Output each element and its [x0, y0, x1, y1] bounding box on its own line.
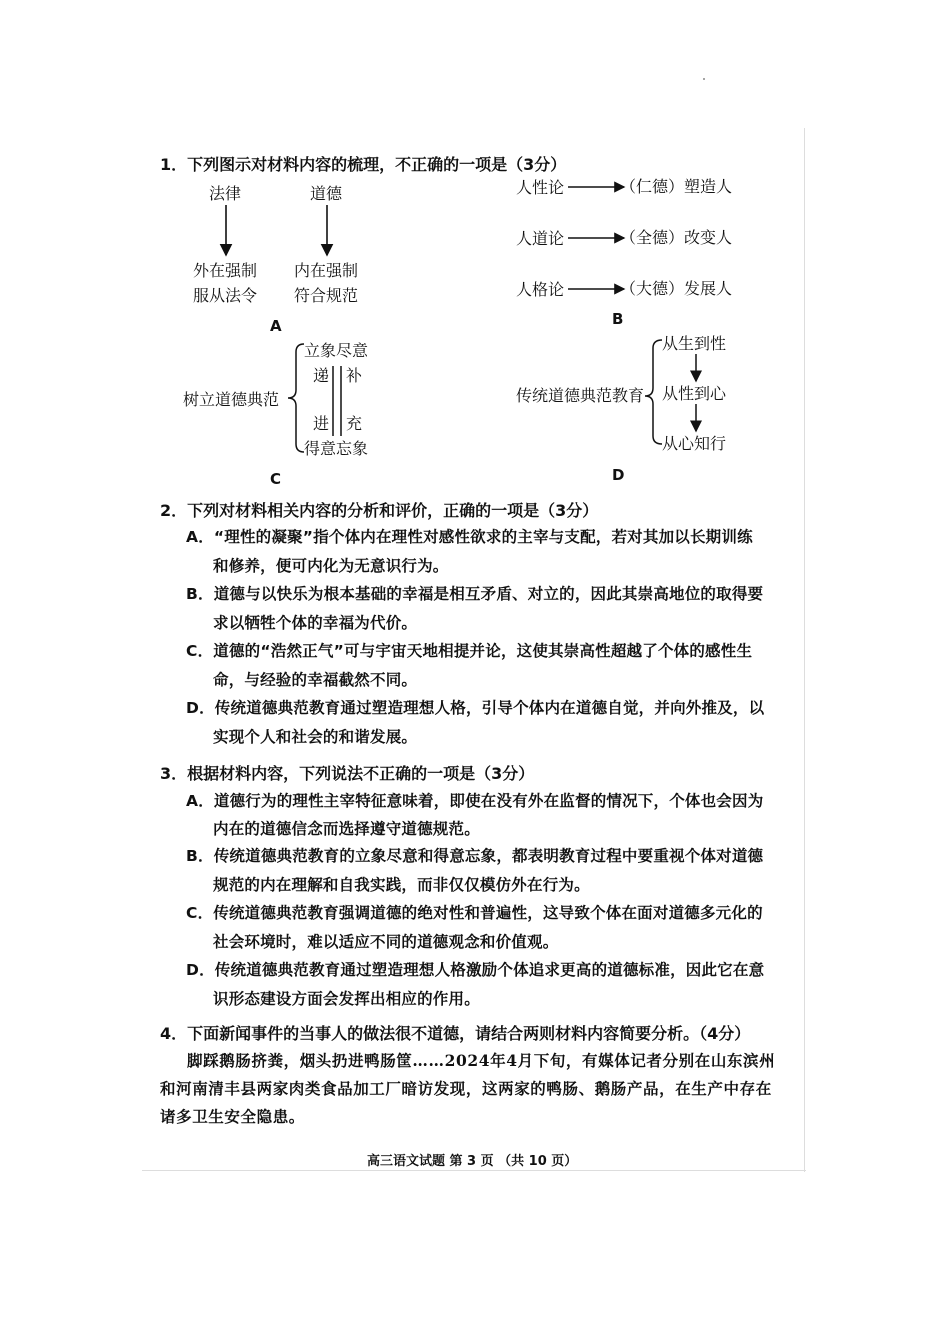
question-1-stem: 1．下列图示对材料内容的梳理，不正确的一项是（3分） — [160, 155, 567, 174]
diagram-a-left-line1: 外在强制 — [193, 261, 258, 280]
diagram-a-caption: A — [270, 317, 282, 335]
q3-option-a-line2: 内在的道德信念而选择遵守道德规范。 — [213, 820, 480, 838]
diagram-d-node-1: 从生到性 — [662, 334, 727, 353]
question-2-stem: 2．下列对材料相关内容的分析和评价，正确的一项是（3分） — [160, 501, 599, 520]
question-4-stem: 4．下面新闻事件的当事人的做法很不道德，请结合两则材料内容简要分析。（4分） — [160, 1024, 751, 1043]
diagram-d-root: 传统道德典范教育 — [516, 386, 645, 405]
diagram-a-right-line1: 内在强制 — [294, 261, 359, 280]
diagram-b-row1-right: （仁德）塑造人 — [620, 177, 733, 196]
q2-option-a-line2: 和修养，便可内化为无意识行为。 — [213, 557, 449, 575]
diagram-b-row1-left: 人性论 — [516, 178, 565, 197]
diagram-b-row2-right: （全德）改变人 — [620, 228, 733, 247]
q4-news-line2: 和河南清丰县两家肉类食品加工厂暗访发现，这两家的鸭肠、鹅肠产品，在生产中存在 — [160, 1079, 772, 1098]
q3-option-c-line2: 社会环境时，难以适应不同的道德观念和价值观。 — [213, 933, 559, 951]
q3-option-d-line2: 识形态建设方面会发挥出相应的作用。 — [213, 990, 480, 1008]
diagram-c-left-2: 进 — [313, 414, 330, 433]
page-footer: 高三语文试题 第 3 页 （共 10 页） — [367, 1154, 578, 1169]
q2-option-b-line1: B．道德与以快乐为根本基础的幸福是相互矛盾、对立的，因此其崇高地位的取得要 — [186, 585, 764, 603]
q3-option-d-line1: D．传统道德典范教育通过塑造理想人格激励个体追求更高的道德标准，因此它在意 — [186, 961, 765, 979]
diagram-c-brace — [288, 344, 304, 452]
q3-option-a-line1: A．道德行为的理性主宰特征意味着，即使在没有外在监督的情况下，个体也会因为 — [186, 792, 764, 810]
diagram-c-top: 立象尽意 — [304, 341, 369, 360]
diagram-c-right-2: 充 — [346, 414, 363, 433]
q2-option-d-line1: D．传统道德典范教育通过塑造理想人格，引导个体内在道德自觉，并向外推及，以 — [186, 699, 765, 717]
q2-option-c-line1: C．道德的“浩然正气”可与宇宙天地相提并论，这使其崇高性超越了个体的感性生 — [186, 642, 753, 660]
q3-option-c-line1: C．传统道德典范教育强调道德的绝对性和普遍性，这导致个体在面对道德多元化的 — [186, 904, 763, 922]
q2-option-c-line2: 命，与经验的幸福截然不同。 — [213, 671, 418, 689]
diagram-d-brace — [645, 340, 662, 444]
q3-option-b-line1: B．传统道德典范教育的立象尽意和得意忘象，都表明教育过程中要重视个体对道德 — [186, 847, 764, 865]
q3-option-b-line2: 规范的内在理解和自我实践，而非仅仅模仿外在行为。 — [213, 876, 590, 894]
diagram-a-law: 法律 — [209, 184, 242, 203]
diagram-c-root: 树立道德典范 — [183, 390, 280, 409]
diagram-c-bottom: 得意忘象 — [304, 439, 369, 458]
diagram-a-morality: 道德 — [310, 184, 343, 203]
diagram-b-row3-left: 人格论 — [516, 280, 565, 299]
diagram-c-right-1: 补 — [346, 366, 363, 385]
diagram-a-left-line2: 服从法令 — [193, 286, 258, 305]
q4-news-line3: 诸多卫生安全隐患。 — [160, 1107, 305, 1126]
q2-option-d-line2: 实现个人和社会的和谐发展。 — [213, 728, 418, 746]
q4-news-line1: 脚踩鹅肠挤粪，烟头扔进鸭肠筐……2024年4月下旬，有媒体记者分别在山东滨州 — [187, 1051, 776, 1070]
question-3-stem: 3．根据材料内容，下列说法不正确的一项是（3分） — [160, 764, 535, 783]
diagram-d-caption: D — [612, 466, 625, 484]
diagram-c-caption: C — [270, 470, 282, 488]
diagram-b-caption: B — [612, 310, 624, 328]
q2-option-b-line2: 求以牺牲个体的幸福为代价。 — [213, 614, 418, 632]
diagram-c-left-1: 递 — [313, 366, 330, 385]
diagram-d-node-2: 从性到心 — [662, 384, 727, 403]
diagram-d-node-3: 从心知行 — [662, 434, 727, 453]
diagram-a-right-line2: 符合规范 — [294, 286, 359, 305]
q2-option-a-line1: A．“理性的凝聚”指个体内在理性对感性欲求的主宰与支配，若对其加以长期训练 — [186, 528, 753, 546]
diagram-b-row3-right: （大德）发展人 — [620, 279, 733, 298]
diagram-b-row2-left: 人道论 — [516, 229, 565, 248]
